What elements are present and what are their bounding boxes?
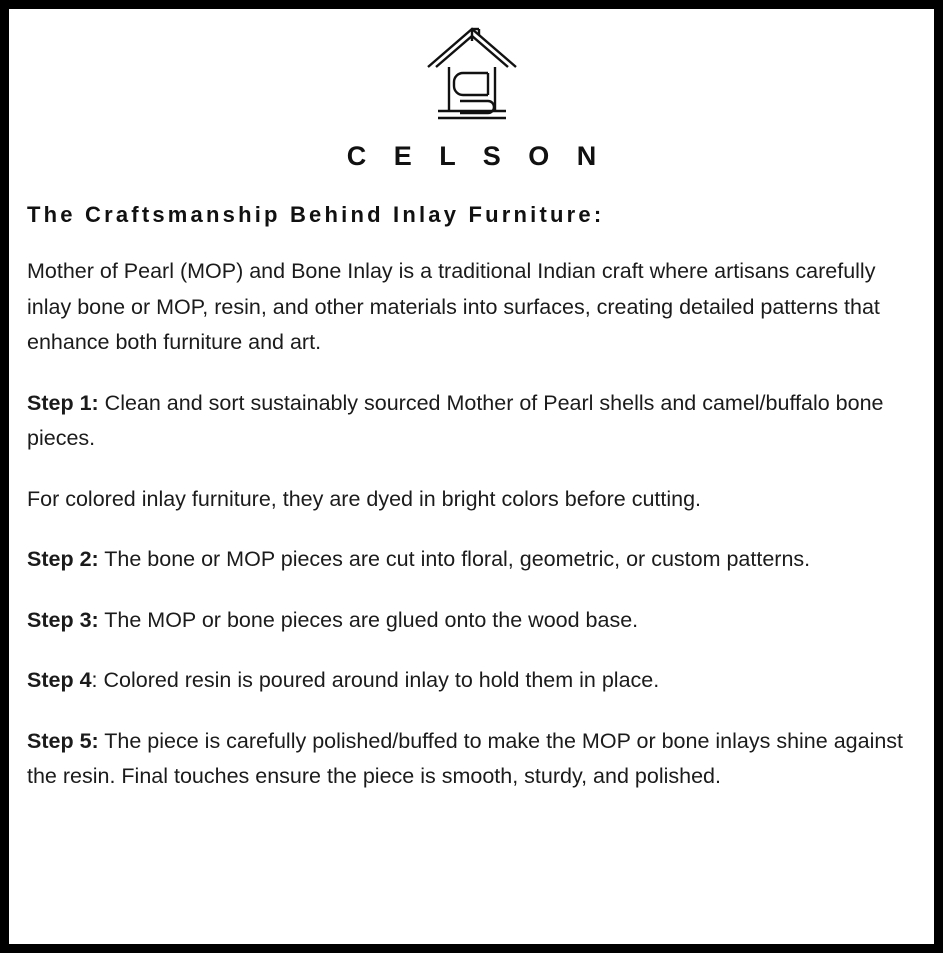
paragraph-text: : Colored resin is poured around inlay to hold them in place. [91, 668, 660, 692]
paragraph-text: The bone or MOP pieces are cut into floral, geometric, or custom patterns. [98, 547, 811, 571]
paragraph-step-2 [27, 542, 917, 578]
brand-block [25, 19, 918, 172]
step-label: Step 3: [27, 607, 99, 632]
brand-name: C E L S O N [346, 141, 607, 171]
paragraph-text: Mother of Pearl (MOP) and Bone Inlay is a traditional Indian craft where artisans carefully inlay bone or MOP, resin, and other materials into surfaces, creating detailed patterns that enhance both furniture and art. [27, 259, 880, 354]
page-title: The Craftsmanship Behind Inlay Furniture: [27, 202, 605, 227]
paragraph-text: The piece is carefully polished/buffed to make the MOP or bone inlays shine against the resin. Final touches ensure the piece is smooth, sturdy, and polished. [27, 728, 904, 788]
paragraph-intro [27, 254, 917, 361]
paragraph-text: The MOP or bone pieces are glued onto the wood base. [98, 607, 639, 632]
house-with-letter-c-logo-icon [25, 23, 918, 125]
paragraph-text: Clean and sort sustainably sourced Mother of Pearl shells and camel/buffalo bone pieces. [27, 390, 884, 450]
paragraph-step-5 [27, 724, 917, 795]
step-label: Step 2: [27, 547, 99, 571]
body-copy [25, 254, 918, 795]
paragraph-text: For colored inlay furniture, they are dyed in bright colors before cutting. [27, 486, 702, 511]
step-label: Step 5: [27, 728, 99, 753]
paragraph-step-3 [27, 603, 917, 639]
paragraph-step-4 [27, 663, 917, 699]
paragraph-note-colored [27, 482, 917, 518]
step-label: Step 4 [27, 668, 92, 692]
paragraph-step-1 [27, 386, 917, 457]
step-label: Step 1: [27, 390, 99, 415]
